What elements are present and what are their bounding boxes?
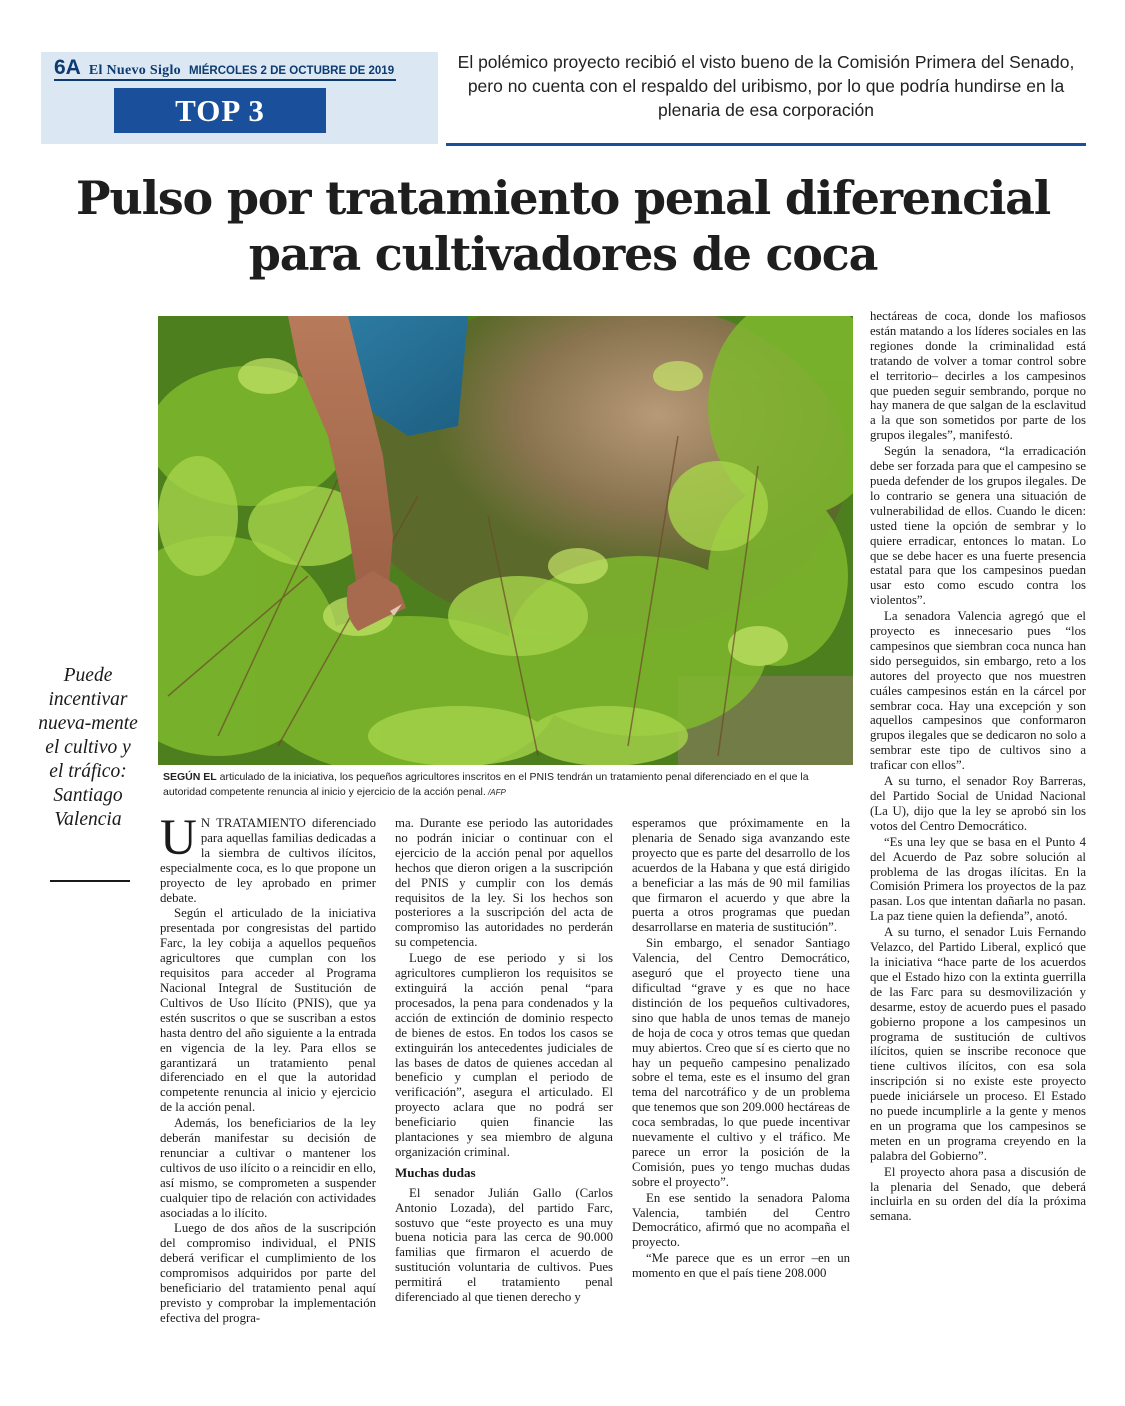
paragraph: “Me parece que es un error –en un momento en que el país tiene 208.000 — [632, 1251, 850, 1281]
paragraph: En ese sentido la senadora Paloma Valencia, también del Centro Democrático, afirmó que no acompaña el proyecto. — [632, 1190, 850, 1250]
paragraph: esperamos que próximamente en la plenaria de Senado siga avanzando este proyecto que es parte del desarrollo de los acuerdos de la Habana y que está dirigido a beneficiar a las más de 90 mil familias que firmaron el acuerdo y que abre la puerta a otros programas que puedan desarrollarse en materia de sustitución”. — [632, 816, 850, 935]
paragraph: ma. Durante ese periodo las autoridades no podrán iniciar o continuar con el ejercicio de la acción penal por aquellos hechos que dieron origen a la suscripción del PNIS y cumplir con los demás requisitos de la ley. Si los hechos son posteriores a la suscripción del acta de compromiso las autoridades no perderán su competencia. — [395, 816, 613, 950]
paragraph: Según la senadora, “la erradicación debe ser forzada para que el campesino se pueda defender de los grupos ilegales. De lo contrario se genera una situación de vulnerabilidad de ellos. Cuando le dicen: usted tiene la opción de sembrar y lo quiere erradicar, entonces lo matan. Lo que se debe hacer es una fuerte presencia estatal para que los campesinos puedan usar esto como escudo contra los violentos”. — [870, 444, 1086, 608]
paragraph: A su turno, el senador Luis Fernando Velazco, del Partido Liberal, explicó que la iniciativa “hace parte de los acuerdos que el Estado hizo con la extinta guerrilla de las Farc para su desmovilización y desarme, estoy de acuerdo pues el pasado gobierno propone a los campesinos un programa de sustitución de cultivos ilícitos, quien se inscribe reconoce que tiene cultivos ilícitos, con esa sola inscripción si no existe este proyecto puede iniciársele un proceso. El Estado no puede incumplirle a la gente y menos en un programa que los campesinos se meten en un programa creyendo en la palabra del Gobierno”. — [870, 925, 1086, 1163]
paragraph: A su turno, el senador Roy Barreras, del Partido Social de Unidad Nacional (La U), dijo que la ley se aprobó sin los votos del Centro Democrático. — [870, 774, 1086, 833]
article-column-3 — [632, 816, 850, 1282]
page-header — [54, 56, 399, 78]
caption-text: articulado de la iniciativa, los pequeños agricultores inscritos en el PNIS tendrán un tratamiento penal diferenciado en el que la autoridad competente renuncia al inicio y ejercicio de la acción penal. — [163, 771, 809, 798]
page-number: 6A — [54, 56, 81, 79]
paper-name: El Nuevo Siglo — [88, 63, 181, 78]
section-badge: TOP 3 — [114, 88, 326, 133]
pull-quote: Puede incentivar nueva-mente el cultivo y el tráfico: Santiago Valencia — [38, 665, 138, 830]
paragraph: La senadora Valencia agregó que el proyecto es innecesario pues “los campesinos que siembran coca nunca han sido perseguidos, sin embargo, reto a los autores del proyecto que nos muestren cuáles campesinos están en la cárcel por sembrar coca. Hay una excepción y son aquellos campesinos que conformaron grupos ilegales que se dedicaron no solo a sembrar este tipo de cultivos sino a traficar con ellos”. — [870, 609, 1086, 773]
paragraph: Según el articulado de la iniciativa presentada por congresistas del partido Farc, la ley cobija a aquellos pequeños agricultores que cumplan con los requisitos para acceder al Programa Nacional Integral de Sustitución de Cultivos de Uso Ilícito (PNIS), que ya estén suscritos o que se suscriban a estos hasta dentro del año siguiente a la entrada en vigencia de la ley. Para ellos se garantizará un tratamiento penal diferenciado en el que la autoridad competente renuncia al inicio y ejercicio de la acción penal. — [160, 906, 376, 1115]
article-column-2 — [395, 816, 613, 1306]
subhead: Muchas dudas — [395, 1164, 476, 1180]
paragraph: Además, los beneficiarios de la ley deberán manifestar su decisión de renunciar a cultivar o mantener los cultivos de uso ilícito o a reincidir en ello, así mismo, se comprometen a suspender cualquier tipo de relación con actividades asociadas a lo ilícito. — [160, 1116, 376, 1220]
lead-caps: N TRATAMIENTO — [200, 816, 306, 830]
paragraph: “Es una ley que se basa en el Punto 4 del Acuerdo de Paz sobre solución al problema de las drogas ilícitas. En la Comisión Primera los proyectos de la paz pasan. Los que intentan dañarla no pasan. La paz tiene quien la defienda”, anotó. — [870, 834, 1086, 924]
paragraph: Luego de dos años de la suscripción del compromiso individual, el PNIS deberá verificar el cumplimiento de los compromisos adquiridos por parte del beneficiario del tratamiento penal aquí previsto y comprobar la implementación efectiva del progra- — [160, 1221, 376, 1325]
drop-cap: U — [160, 810, 197, 866]
paragraph: hectáreas de coca, donde los mafiosos están matando a los líderes sociales en las regiones donde la criminalidad está tratando de volver a tomar control sobre el territorio– decirles a los campesinos que pueden seguir sembrando, porque no hay manera de que salgan de la esclavitud a la que son sometidos por parte de los grupos ilegales”, manifestó. — [870, 309, 1086, 443]
article-photo — [158, 316, 853, 765]
paragraph: Luego de ese periodo y si los agricultores cumplieron los requisitos se extinguirá la acción penal “para procesados, la pena para condenados y la acción de extinción de dominio respecto de bienes de estos. En todos los casos se extinguirán los antecedentes judiciales de las bases de datos de quienes accedan al beneficio y cumplan el periodo de verificación”, asegura el articulado. El proyecto aclara que no podrá ser beneficiario quien financie las plantaciones y sea miembro de alguna organización criminal. — [395, 951, 613, 1159]
pull-quote-rule — [50, 880, 130, 882]
caption-lead: SEGÚN EL — [163, 771, 217, 783]
photo-caption — [163, 770, 853, 800]
headline: Pulso por tratamiento penal diferencial para cultivadores de coca — [75, 171, 1051, 281]
issue-date: MIÉRCOLES 2 DE OCTUBRE DE 2019 — [188, 65, 395, 77]
kicker-rule — [446, 143, 1086, 146]
kicker: El polémico proyecto recibió el visto bueno de la Comisión Primera del Senado, pero no cuenta con el respaldo del uribismo, por lo que podría hundirse en la plenaria de esa corporación — [457, 52, 1075, 120]
paragraph: Sin embargo, el senador Santiago Valencia, del Centro Democrático, aseguró que el proyecto tiene una dificultad “grave y es que no hace distinción de los pequeños cultivadores, sino que habla de unos temas de manejo de hoja de coca y otros temas que quedan muy abiertos. Creo que sí es cierto que no hay un pequeño campesino penalizado sobre el tema, este es el insumo del gran tema del narcotráfico y de un problema que tenemos que son 209.000 hectáreas de coca sembradas, lo que puede incentivar nuevamente el cultivo y el tráfico. Me parece un error la posición de la Comisión, pues yo tengo muchas dudas sobre el proyecto”. — [632, 936, 850, 1189]
photo-credit: /AFP — [485, 788, 506, 797]
paragraph: El senador Julián Gallo (Carlos Antonio Lozada), del partido Farc, sostuvo que “este proyecto es una muy buena noticia para las cerca de 90.000 familias que firmaron el acuerdo de sustitución voluntaria de cultivos. Pues permitirá el tratamiento penal diferenciado al que tienen derecho y — [395, 1185, 613, 1305]
header-rule — [54, 79, 396, 81]
lead-paragraph: U N TRATAMIENTO diferenciado para aquellas familias dedicadas a la siembra de cultivos ilícitos, especialmente coca, es lo que propone un proyecto de ley aprobado en primer debate. — [160, 810, 376, 905]
article-column-4 — [870, 309, 1086, 1225]
paragraph: El proyecto ahora pasa a discusión de la plenaria del Senado, que deberá incluirla en su orden del día la próxima semana. — [870, 1164, 1086, 1224]
article-column-1 — [160, 810, 376, 1327]
